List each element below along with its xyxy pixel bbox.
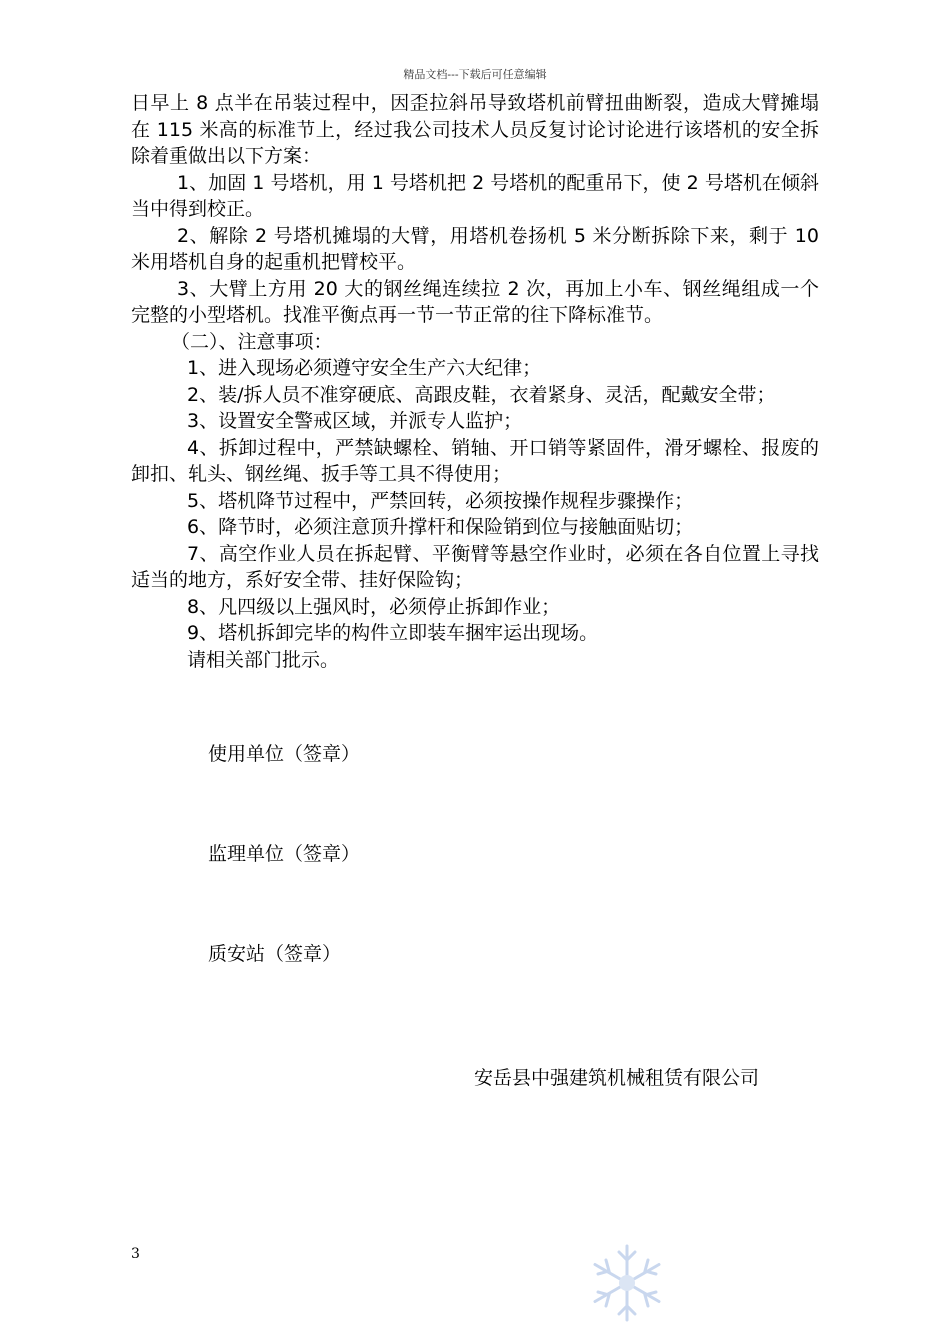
signature-supervision-unit: 监理单位（签章） xyxy=(208,843,361,865)
approval-request: 请相关部门批示。 xyxy=(187,648,340,671)
section-heading-notes: （二）、注意事项： xyxy=(171,330,333,353)
plan-item-2: 2、解除 2 号塔机摊塌的大臂，用塔机卷扬机 5 米分断拆除下来，剩于 10 米用塔机自身的起重机把臂校平。 xyxy=(131,224,819,273)
note-item-2: 2、装/拆人员不准穿硬底、高跟皮鞋，衣着紧身、灵活，配戴安全带； xyxy=(187,383,776,406)
document-body xyxy=(131,90,819,673)
plan-item-1: 1、加固 1 号塔机，用 1 号塔机把 2 号塔机的配重吊下，使 2 号塔机在倾斜当中得到校正。 xyxy=(131,171,819,220)
note-item-3: 3、设置安全警戒区域，并派专人监护； xyxy=(187,410,523,432)
note-item-8: 8、凡四级以上强风时，必须停止拆卸作业； xyxy=(187,595,561,618)
company-name: 安岳县中强建筑机械租赁有限公司 xyxy=(474,1067,760,1089)
page-header: 精品文档---下载后可任意编辑 xyxy=(403,68,547,81)
note-item-7: 7、高空作业人员在拆起臂、平衡臂等悬空作业时，必须在各自位置上寻找适当的地方，系好安全带、挂好保险钩； xyxy=(131,542,819,591)
intro-paragraph: 日早上 8 点半在吊装过程中，因歪拉斜吊导致塔机前臂扭曲断裂，造成大臂摊塌在 115 米高的标准节上，经过我公司技术人员反复讨论讨论进行该塔机的安全拆除着重做出以下方案： xyxy=(131,92,819,167)
page-number: 3 xyxy=(131,1246,140,1262)
note-item-1: 1、进入现场必须遵守安全生产六大纪律； xyxy=(187,357,542,379)
plan-item-3: 3、大臂上方用 20 大的钢丝绳连续拉 2 次，再加上小车、钢丝绳组成一个完整的小型塔机。找准平衡点再一节一节正常的往下降标准节。 xyxy=(131,277,819,326)
snowflake-watermark-icon xyxy=(582,1238,672,1328)
note-item-4: 4、拆卸过程中，严禁缺螺栓、销轴、开口销等紧固件，滑牙螺栓、报废的卸扣、轧头、钢丝绳、扳手等工具不得使用； xyxy=(131,436,819,485)
note-item-9: 9、塔机拆卸完毕的构件立即装车捆牢运出现场。 xyxy=(187,622,599,644)
note-item-6: 6、降节时，必须注意顶升撑杆和保险销到位与接触面贴切； xyxy=(187,516,694,538)
note-item-5: 5、塔机降节过程中，严禁回转，必须按操作规程步骤操作； xyxy=(187,489,694,512)
signature-user-unit: 使用单位（签章） xyxy=(208,743,361,765)
signature-quality-station: 质安站（签章） xyxy=(208,943,342,965)
